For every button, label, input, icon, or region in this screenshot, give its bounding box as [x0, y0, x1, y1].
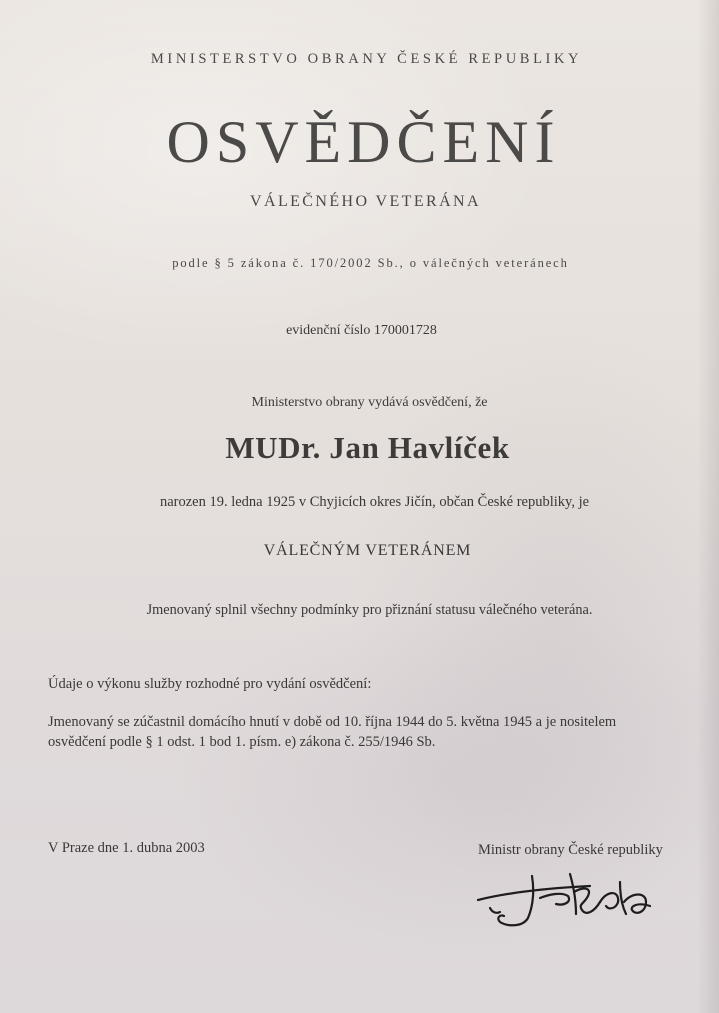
birth-details: narozen 19. ledna 1925 v Chyjicích okres Jičín, občan České republiky, je	[159, 494, 590, 510]
service-text-line-2: osvědčení podle § 1 odst. 1 bod 1. písm. e) zákona č. 255/1946 Sb.	[48, 734, 436, 750]
ministry-header: MINISTERSTVO OBRANY ČESKÉ REPUBLIKY	[150, 51, 583, 67]
handwritten-signature	[470, 862, 670, 942]
certificate-title: OSVĚDČENÍ	[166, 109, 561, 175]
holder-name: MUDr. Jan Havlíček	[225, 430, 510, 465]
law-reference: podle § 5 zákona č. 170/2002 Sb., o válečných veteránech	[172, 256, 569, 270]
issues-statement: Ministerstvo obrany vydává osvědčení, že	[251, 395, 488, 410]
service-text-line-1: Jmenovaný se zúčastnil domácího hnutí v době od 10. října 1944 do 5. května 1945 a je nositelem	[48, 714, 617, 730]
registration-number: evidenční číslo 170001728	[286, 323, 437, 338]
certificate-subtitle: VÁLEČNÉHO VETERÁNA	[250, 193, 481, 210]
service-label: Údaje o výkonu služby rozhodné pro vydání osvědčení:	[48, 676, 372, 692]
signatory-title: Ministr obrany České republiky	[478, 842, 663, 858]
fulfilled-statement: Jmenovaný splnil všechny podmínky pro přiznání statusu válečného veterána.	[146, 602, 593, 618]
veteran-status: VÁLEČNÝM VETERÁNEM	[263, 542, 472, 559]
place-and-date: V Praze dne 1. dubna 2003	[48, 840, 205, 856]
service-text	[48, 712, 698, 752]
